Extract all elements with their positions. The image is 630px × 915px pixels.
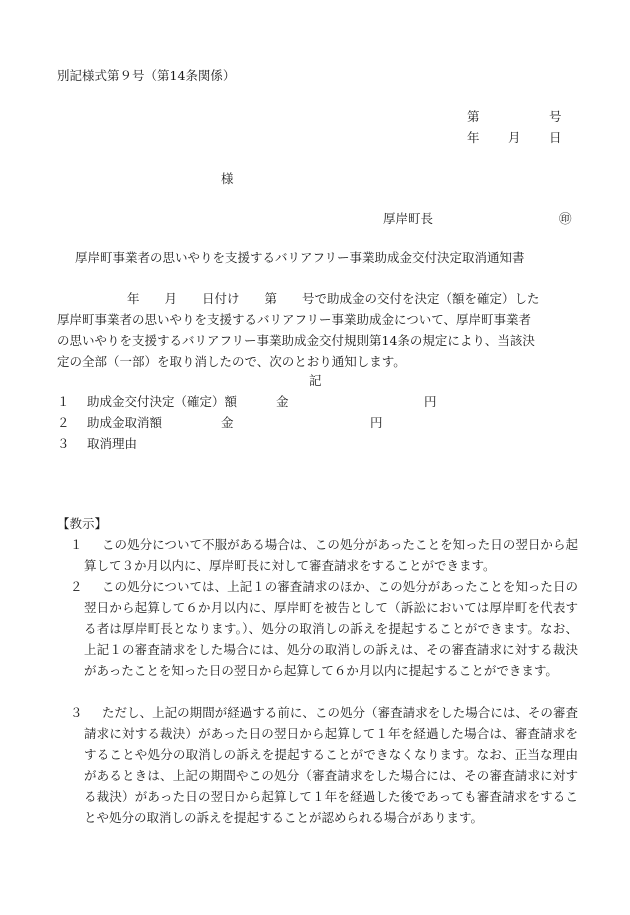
item-unit: 円	[424, 394, 437, 409]
notice-item-1	[70, 534, 578, 576]
item-number: ３	[57, 436, 70, 451]
body-line-3: の思いやりを支援するバリアフリー事業助成金交付規則第14条の規定により、当該決	[57, 333, 535, 348]
item-number: １	[57, 394, 70, 409]
item-label: 助成金交付決定（確定）額	[87, 394, 238, 409]
item-label: 助成金取消額	[87, 415, 163, 430]
document-title: 厚岸町事業者の思いやりを支援するバリアフリー事業助成金交付決定取消通知書	[75, 250, 525, 265]
item-row-2	[57, 412, 577, 433]
body-line-1: 年 月 日付け 第 号で助成金の交付を決定（額を確定）した	[127, 291, 540, 306]
item-row-3	[57, 433, 577, 454]
notice-text: この処分について不服がある場合は、この処分があったことを知った日の翌日から起算して３か月以内に、厚岸町長に対して審査請求をすることができます。	[84, 537, 578, 573]
notice-number: ３	[70, 705, 83, 720]
notice-number: ２	[70, 579, 83, 594]
item-unit: 円	[370, 415, 383, 430]
addressee-honorific: 様	[221, 171, 234, 186]
notice-text: ただし、上記の期間が経過する前に、この処分（審査請求をした場合には、その審査請求に対する裁決）があった日の翌日から起算して１年を経過した場合は、審査請求をすることや処分の取消しの訴えを提起することができなくなります。なお、正当な理由があるときは、上記の期間やこの処分（審査請求をした場合には、その審査請求に対する裁決）があった日の翌日から起算して１年を経過した後であっても審査請求をすることや処分の取消しの訴えを提起することが認められる場合があります。	[84, 705, 578, 825]
date-day: 日	[549, 130, 562, 145]
doc-number-prefix: 第	[467, 109, 480, 124]
item-currency: 金	[221, 415, 234, 430]
seal-mark: ㊞	[559, 211, 572, 226]
item-label: 取消理由	[87, 436, 138, 451]
date-month: 月	[508, 130, 521, 145]
item-row-1	[57, 391, 577, 412]
form-label: 別記様式第９号（第14条関係）	[57, 68, 236, 83]
doc-number-suffix: 号	[549, 109, 562, 124]
notice-item-3	[70, 702, 578, 828]
notice-heading: 【教示】	[57, 516, 108, 531]
notice-text: この処分については、上記１の審査請求のほか、この処分があったことを知った日の翌日から起算して６か月以内に、厚岸町を被告として（訴訟においては厚岸町を代表する者は厚岸町長となります。）、処分の取消しの訴えを提起することができます。なお、上記１の審査請求をした場合には、処分の取消しの訴えは、その審査請求に対する裁決があったことを知った日の翌日から起算して６か月以内に提起することができます。	[84, 579, 578, 678]
notice-item-2	[70, 576, 578, 681]
body-line-2: 厚岸町事業者の思いやりを支援するバリアフリー事業助成金について、厚岸町事業者	[57, 312, 532, 327]
body-line-4: 定の全部（一部）を取り消したので、次のとおり通知します。	[57, 354, 406, 369]
notice-number: １	[70, 537, 83, 552]
date-year: 年	[467, 130, 480, 145]
sender-title: 厚岸町長	[383, 211, 434, 226]
ki-heading: 記	[309, 373, 322, 388]
item-currency: 金	[276, 394, 289, 409]
item-number: ２	[57, 415, 70, 430]
